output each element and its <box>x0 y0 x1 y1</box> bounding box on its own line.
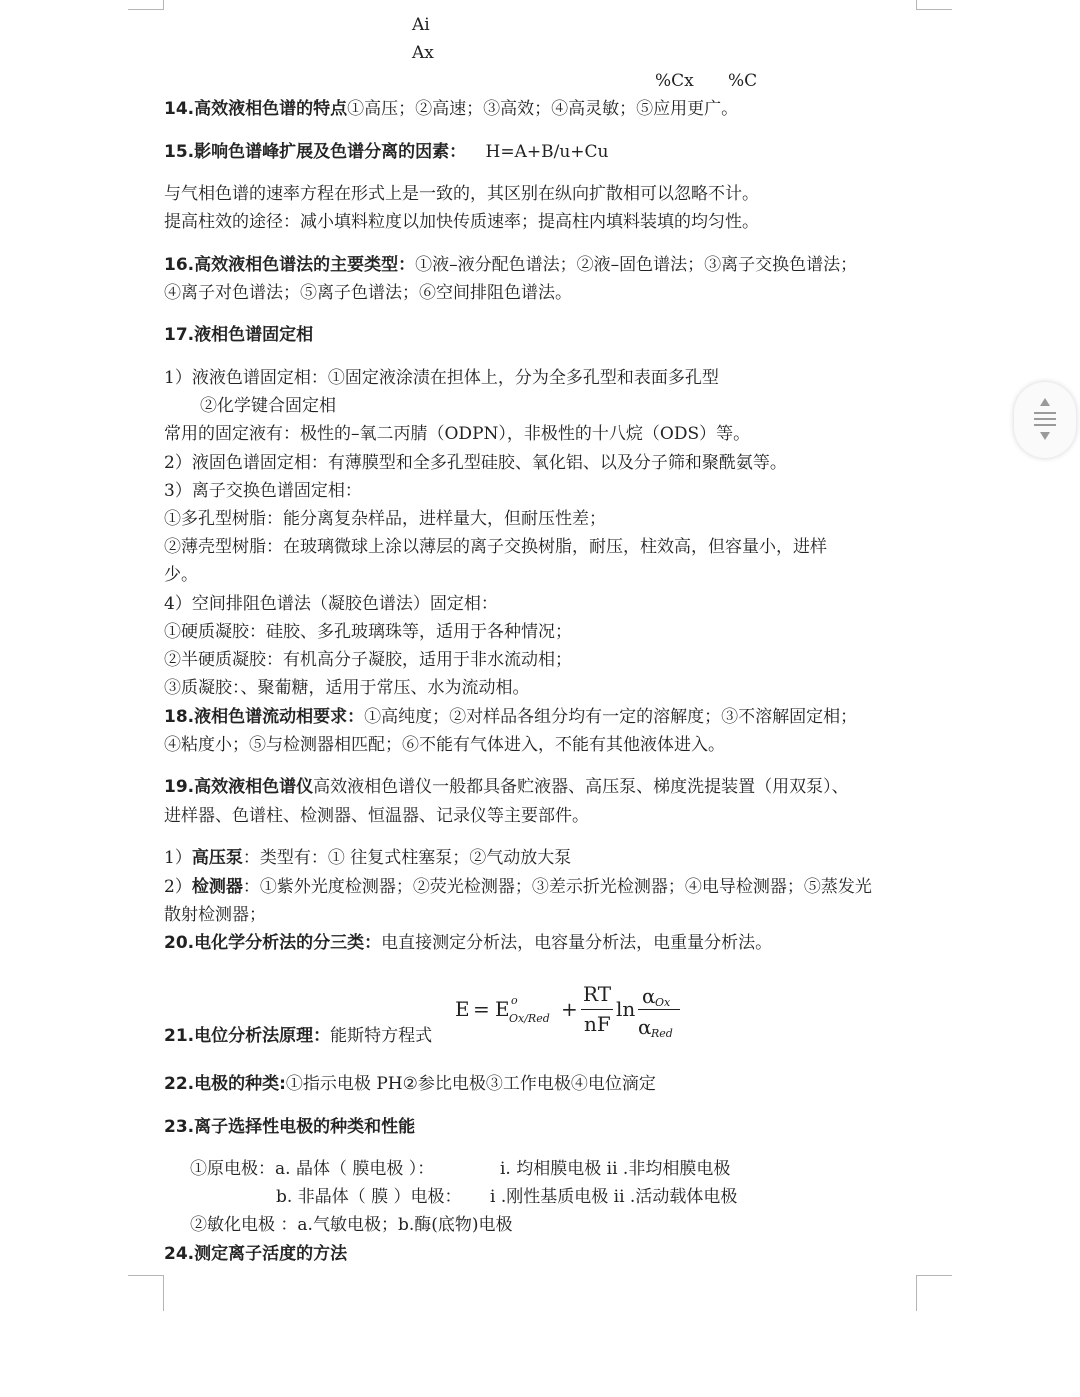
section-19-line: 散射检测器； <box>164 905 266 925</box>
pump-number: 1） <box>164 848 192 868</box>
section-23-line: i .刚性基质电极 ii .活动载体电极 <box>490 1187 738 1207</box>
section-14-text: ①高压；②高速；③高效；④高灵敏；⑤应用更广。 <box>347 99 739 119</box>
section-22-text: ①指示电极 PH②参比电极③工作电极④电位滴定 <box>285 1074 656 1094</box>
section-21-text: 能斯特方程式 <box>330 1026 433 1046</box>
detector-heading: 检测器 <box>191 877 243 897</box>
corner-mark <box>163 1275 164 1311</box>
formula-e: E <box>455 997 470 1021</box>
section-17-line: ①多孔型树脂：能分离复杂样品，进样量大，但耐压性差； <box>164 509 606 529</box>
section-17-line: 1）液液色谱固定相：①固定液涂渍在担体上，分为全多孔型和表面多孔型 <box>164 368 719 388</box>
section-17-line: ②薄壳型树脂：在玻璃微球上涂以薄层的离子交换树脂，耐压，柱效高，但容量小，进样 <box>164 537 827 557</box>
formula-e0: E <box>495 997 510 1021</box>
formula-alpha-red-sub: Red <box>651 1027 673 1040</box>
section-17-line: 3）离子交换色谱固定相： <box>164 481 362 501</box>
pump-text: ：类型有：① 往复式柱塞泵；②气动放大泵 <box>242 848 572 868</box>
section-17-line: 少。 <box>164 565 198 585</box>
formula-fraction-line <box>581 1009 613 1010</box>
section-23-line: i. 均相膜电极 ii .非均相膜电极 <box>500 1159 731 1179</box>
section-19 <box>164 776 849 798</box>
scroll-arrows-icon <box>1014 382 1076 458</box>
section-18-heading: 18.液相色谱流动相要求： <box>164 707 365 727</box>
formula-alpha-red: α <box>638 1015 652 1039</box>
formula-alpha-ox-sub: Ox <box>655 996 671 1009</box>
detector-text: ：①紫外光度检测器；②荧光检测器；③差示折光检测器；④电导检测器；⑤蒸发光 <box>242 877 872 897</box>
fragment-pcx: %Cx <box>655 71 694 91</box>
formula-alpha-ox: α <box>642 984 656 1008</box>
scroll-control[interactable] <box>1014 382 1076 458</box>
section-17-line: ②半硬质凝胶：有机高分子凝胶，适用于非水流动相； <box>164 650 572 670</box>
section-19-heading: 19.高效液相色谱仪 <box>164 777 314 797</box>
section-15-line: 提高柱效的途径：减小填料粒度以加快传质速率；提高柱内填料装填的均匀性。 <box>164 212 759 232</box>
section-19-text: 高效液相色谱仪一般都具备贮液器、高压泵、梯度洗提装置（用双泵）、 <box>313 777 849 797</box>
section-17-line: ③质凝胶：、聚葡糖，适用于常压、水为流动相。 <box>164 678 530 698</box>
formula-e0-sup: o <box>511 994 518 1007</box>
section-23-line: ②敏化电极 ：a.气敏电极；b.酶(底物)电极 <box>190 1215 513 1235</box>
section-22-heading: 22.电极的种类: <box>164 1074 286 1094</box>
section-17-line: 常用的固定液有：极性的–氧二丙腈（ODPN），非极性的十八烷（ODS）等。 <box>164 424 751 444</box>
section-19-pump <box>164 847 571 869</box>
section-23-line: b. 非晶体（ 膜 ）电极： <box>276 1187 462 1207</box>
section-18-text: ①高纯度；②对样品各组分均有一定的溶解度；③不溶解固定相； <box>364 707 858 727</box>
section-17-line: ②化学键合固定相 <box>200 396 336 416</box>
section-21 <box>164 1025 432 1047</box>
formula-equals: = <box>473 997 490 1021</box>
detector-number: 2） <box>164 877 192 897</box>
formula-fraction-line <box>638 1009 680 1010</box>
nernst-formula <box>455 982 695 1042</box>
formula-numerator: RT <box>583 982 612 1006</box>
fragment-pc: %C <box>728 71 758 91</box>
section-17-line: 2）液固色谱固定相：有薄膜型和全多孔型硅胶、氧化铝、以及分子筛和聚酰氨等。 <box>164 453 787 473</box>
section-17-line: 4）空间排阻色谱法（凝胶色谱法）固定相： <box>164 594 498 614</box>
formula-denominator: nF <box>584 1012 611 1036</box>
formula-e0-sub: Ox/Red <box>509 1012 550 1025</box>
corner-mark <box>916 9 952 10</box>
section-15-heading: 15.影响色谱峰扩展及色谱分离的因素： <box>164 142 467 162</box>
section-20 <box>164 932 772 954</box>
section-15-line: 与气相色谱的速率方程在形式上是一致的，其区别在纵向扩散相可以忽略不计。 <box>164 184 759 204</box>
corner-mark <box>916 1275 952 1276</box>
section-21-heading: 21.电位分析法原理： <box>164 1026 331 1046</box>
section-22 <box>164 1073 656 1095</box>
section-23-heading: 23.离子选择性电极的种类和性能 <box>164 1117 416 1137</box>
section-14 <box>164 98 738 120</box>
section-17-heading: 17.液相色谱固定相 <box>164 325 314 345</box>
formula-plus: + <box>561 997 578 1021</box>
section-20-heading: 20.电化学分析法的分三类： <box>164 933 382 953</box>
pump-heading: 高压泵 <box>191 848 243 868</box>
section-17-line: ①硬质凝胶：硅胶、多孔玻璃珠等，适用于各种情况； <box>164 622 572 642</box>
section-16-text: ①液–液分配色谱法；②液–固色谱法；③离子交换色谱法； <box>415 255 858 275</box>
section-20-text: 电直接测定分析法，电容量分析法，电重量分析法。 <box>381 933 773 953</box>
section-16-line: ④离子对色谱法；⑤离子色谱法；⑥空间排阻色谱法。 <box>164 283 572 303</box>
corner-mark <box>916 1275 917 1311</box>
section-18-line: ④粘度小；⑤与检测器相匹配；⑥不能有气体进入，不能有其他液体进入。 <box>164 735 725 755</box>
section-23-line: ①原电极：a. 晶体（ 膜电极 ）： <box>190 1159 435 1179</box>
fragment-ai: Ai <box>412 15 430 35</box>
formula-ln: ln <box>616 997 636 1021</box>
section-15-formula: H=A+B/u+Cu <box>485 142 609 162</box>
section-16-heading: 16.高效液相色谱法的主要类型： <box>164 255 416 275</box>
corner-mark <box>128 9 164 10</box>
section-24-heading: 24.测定离子活度的方法 <box>164 1244 348 1264</box>
fragment-ax: Ax <box>412 43 434 63</box>
section-15 <box>164 141 609 163</box>
section-19-line: 进样器、色谱柱、检测器、恒温器、记录仪等主要部件。 <box>164 806 589 826</box>
section-19-detector <box>164 876 872 898</box>
section-16 <box>164 254 857 276</box>
corner-mark <box>128 1275 164 1276</box>
section-18 <box>164 706 857 728</box>
section-14-heading: 14.高效液相色谱的特点 <box>164 99 348 119</box>
